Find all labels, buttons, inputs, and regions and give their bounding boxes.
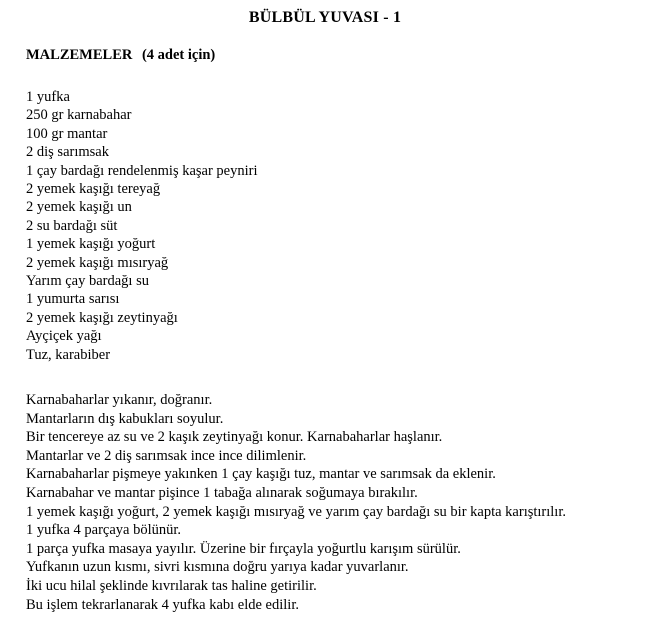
- ingredient-item: 2 yemek kaşığı un: [26, 199, 132, 216]
- step-item: İki ucu hilal şeklinde kıvrılarak tas haline getirilir.: [26, 577, 317, 594]
- step-item: Mantarların dış kabukları soyulur.: [26, 410, 224, 427]
- ingredient-item: 100 gr mantar: [26, 125, 108, 142]
- step-item: Karnabaharlar yıkanır, doğranır.: [26, 392, 213, 408]
- ingredient-item: 2 yemek kaşığı zeytinyağı: [26, 309, 178, 326]
- ingredient-item: 1 çay bardağı rendelenmiş kaşar peyniri: [26, 162, 258, 179]
- ingredient-item: 2 diş sarımsak: [26, 144, 109, 161]
- ingredient-item: 1 yufka: [26, 89, 70, 105]
- ingredient-item: Yarım çay bardağı su: [26, 273, 149, 290]
- recipe-title: BÜLBÜL YUVASI - 1: [248, 9, 402, 26]
- ingredient-item: Tuz, karabiber: [26, 346, 111, 363]
- preparation-steps: [26, 391, 566, 614]
- ingredients-list: [26, 88, 258, 364]
- step-item: Karnabahar ve mantar pişince 1 tabağa alınarak soğumaya bırakılır.: [26, 484, 418, 501]
- step-item: Yufkanın uzun kısmı, sivri kısmına doğru yarıya kadar yuvarlanır.: [26, 559, 409, 576]
- ingredient-item: 250 gr karnabahar: [26, 107, 132, 124]
- step-item: Bu işlem tekrarlanarak 4 yufka kabı elde edilir.: [26, 596, 299, 613]
- step-item: 1 yufka 4 parçaya bölünür.: [26, 522, 182, 539]
- step-item: 1 yemek kaşığı yoğurt, 2 yemek kaşığı mısıryağ ve yarım çay bardağı su bir kapta karıştırılır.: [26, 503, 566, 520]
- ingredients-heading-label: MALZEMELER: [26, 47, 133, 63]
- ingredients-heading: [26, 46, 215, 64]
- ingredient-item: 2 yemek kaşığı tereyağ: [26, 181, 161, 198]
- ingredient-item: 1 yemek kaşığı yoğurt: [26, 236, 156, 253]
- ingredient-item: 1 yumurta sarısı: [26, 291, 120, 308]
- ingredient-item: 2 yemek kaşığı mısıryağ: [26, 254, 169, 271]
- serving-size-note: (4 adet için): [141, 47, 216, 63]
- ingredient-item: Ayçiçek yağı: [26, 328, 102, 345]
- step-item: 1 parça yufka masaya yayılır. Üzerine bir fırçayla yoğurtlu karışım sürülür.: [26, 540, 461, 557]
- step-item: Mantarlar ve 2 diş sarımsak ince ince dilimlenir.: [26, 447, 307, 464]
- ingredient-item: 2 su bardağı süt: [26, 217, 118, 234]
- step-item: Bir tencereye az su ve 2 kaşık zeytinyağı konur. Karnabaharlar haşlanır.: [26, 429, 443, 446]
- step-item: Karnabaharlar pişmeye yakınken 1 çay kaşığı tuz, mantar ve sarımsak da eklenir.: [26, 466, 496, 483]
